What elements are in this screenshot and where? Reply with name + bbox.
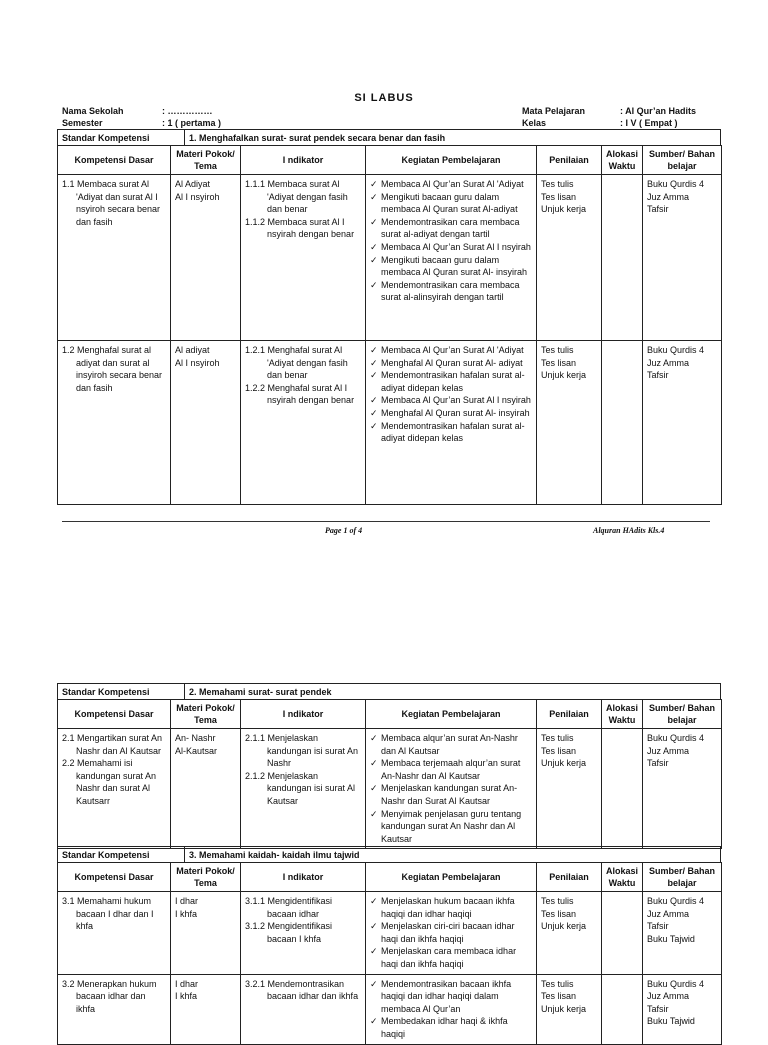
sumber-cell: Buku Qurdis 4 Juz Amma Tafsir — [643, 175, 722, 341]
sk-label: Standar Kompetensi — [58, 684, 185, 700]
header-materi: Materi Pokok/ Tema — [171, 700, 241, 729]
header-indikator: I ndikator — [241, 863, 366, 892]
penilaian-cell: Tes tulis Tes lisan Unjuk kerja — [537, 974, 602, 1044]
kd-cell: 3.1 Memahami hukum bacaan I dhar dan I khfa — [58, 892, 171, 975]
nama-sekolah-label: Nama Sekolah — [62, 106, 124, 116]
alokasi-cell — [602, 175, 643, 341]
syllabus-table-1 — [57, 145, 722, 505]
sk3-table — [57, 846, 721, 863]
sumber-cell: Buku Qurdis 4 Juz Amma Tafsir — [643, 341, 722, 505]
kegiatan-cell: ✓ Mendemontrasikan bacaan ikhfa haqiqi dan idhar haqiqi dalam membaca Al Qur’an ✓ Membedakan idhar haqi & ikhfa haqiqi — [366, 974, 537, 1044]
table-row — [58, 341, 722, 505]
footer-rule — [62, 521, 710, 522]
header-sumber: Sumber/ Bahan belajar — [643, 863, 722, 892]
kd-cell: 1.1 Membaca surat Al 'Adiyat dan surat Al I nsyiroh secara benar dan fasih — [58, 175, 171, 341]
document-title: SI LABUS — [354, 92, 414, 104]
table-row — [58, 974, 722, 1044]
penilaian-cell: Tes tulis Tes lisan Unjuk kerja — [537, 729, 602, 849]
footer-doc-name: Alquran HAdits Kls.4 — [593, 526, 665, 535]
alokasi-cell — [602, 892, 643, 975]
sk2-text: 2. Memahami surat- surat pendek — [185, 684, 721, 700]
header-materi: Materi Pokok/ Tema — [171, 863, 241, 892]
syllabus-table-2 — [57, 699, 722, 849]
table-row — [58, 175, 722, 341]
sumber-cell: Buku Qurdis 4 Juz Amma Tafsir — [643, 729, 722, 849]
table-row — [58, 892, 722, 975]
kegiatan-cell: ✓ Membaca Al Qur’an Surat Al 'Adiyat ✓ Mengikuti bacaan guru dalam membaca Al Quran surat Al-adiyat ✓ Mendemontrasikan cara membaca surat al-adiyat dengan tartil ✓ Membaca Al Qur’an Surat Al I nsyirah ✓ Mengikuti bacaan guru dalam membaca Al Quran surat Al- insyirah ✓ Mendemontrasikan cara membaca surat al-alinsyirah dengan tartil — [366, 175, 537, 341]
mapel-value: : Al Qur’an Hadits — [620, 106, 697, 116]
alokasi-cell — [602, 341, 643, 505]
semester-label: Semester — [62, 118, 103, 128]
semester-value: : 1 ( pertama ) — [162, 118, 222, 128]
page-number: Page 1 of 4 — [325, 526, 363, 535]
indikator-cell: 2.1.1 Menjelaskan kandungan isi surat An Nashr 2.1.2 Menjelaskan kandungan isi surat Al Kautsar — [241, 729, 366, 849]
indikator-cell: 1.2.1 Menghafal surat Al 'Adiyat dengan fasih dan benar 1.2.2 Menghafal surat Al I nsyirah dengan benar — [241, 341, 366, 505]
header-penilaian: Penilaian — [537, 700, 602, 729]
header-alokasi: Alokasi Waktu — [602, 863, 643, 892]
indikator-cell: 3.2.1 Mendemontrasikan bacaan idhar dan ikhfa — [241, 974, 366, 1044]
kd-cell: 1.2 Menghafal surat al adiyat dan surat al insyiroh secara benar dan fasih — [58, 341, 171, 505]
kegiatan-cell: ✓ Membaca alqur’an surat An-Nashr dan Al Kautsar ✓ Membaca terjemaah alqur’an surat An-Nashr dan Al Kautsar ✓ Menjelaskan kandungan surat An- Nashr dan Surat Al Kautsar ✓ Menyimak penjelasan guru tentang kandungan surat An Nashr dan Al Kautsar — [366, 729, 537, 849]
header-alokasi: Alokasi Waktu — [602, 146, 643, 175]
materi-cell: I dhar I khfa — [171, 892, 241, 975]
sk1-table — [57, 129, 721, 146]
header-kd: Kompetensi Dasar — [58, 146, 171, 175]
materi-cell: Al adiyat Al I nsyiroh — [171, 341, 241, 505]
penilaian-cell: Tes tulis Tes lisan Unjuk kerja — [537, 341, 602, 505]
kd-cell: 3.2 Menerapkan hukum bacaan idhar dan ikhfa — [58, 974, 171, 1044]
penilaian-cell: Tes tulis Tes lisan Unjuk kerja — [537, 892, 602, 975]
alokasi-cell — [602, 729, 643, 849]
sk-label: Standar Kompetensi — [58, 847, 185, 863]
indikator-cell: 3.1.1 Mengidentifikasi bacaan idhar 3.1.2 Mengidentifikasi bacaan I khfa — [241, 892, 366, 975]
kelas-label: Kelas — [522, 118, 547, 128]
materi-cell: Al Adiyat Al I nsyiroh — [171, 175, 241, 341]
nama-sekolah-value: : …………… — [162, 106, 213, 116]
sk-label: Standar Kompetensi — [58, 130, 185, 146]
header-kd: Kompetensi Dasar — [58, 863, 171, 892]
kegiatan-cell: ✓ Membaca Al Qur’an Surat Al 'Adiyat ✓ Menghafal Al Quran surat Al- adiyat ✓ Mendemontrasikan hafalan surat al-adiyat didepan kelas ✓ Membaca Al Qur’an Surat Al I nsyirah ✓ Menghafal Al Quran surat Al- insyirah ✓ Mendemontrasikan hafalan surat al-adiyat didepan kelas — [366, 341, 537, 505]
header-indikator: I ndikator — [241, 146, 366, 175]
header-kd: Kompetensi Dasar — [58, 700, 171, 729]
sk2-table — [57, 683, 721, 700]
sk3-text: 3. Memahami kaidah- kaidah ilmu tajwid — [185, 847, 721, 863]
penilaian-cell: Tes tulis Tes lisan Unjuk kerja — [537, 175, 602, 341]
header-kegiatan: Kegiatan Pembelajaran — [366, 700, 537, 729]
kegiatan-cell: ✓ Menjelaskan hukum bacaan ikhfa haqiqi dan idhar haqiqi ✓ Menjelaskan ciri-ciri bacaan idhar haqi dan ikhfa haqiqi ✓ Menjelaskan cara membaca idhar haqi dan ikhfa haqiqi — [366, 892, 537, 975]
header-sumber: Sumber/ Bahan belajar — [643, 146, 722, 175]
header-kegiatan: Kegiatan Pembelajaran — [366, 146, 537, 175]
materi-cell: I dhar I khfa — [171, 974, 241, 1044]
header-sumber: Sumber/ Bahan belajar — [643, 700, 722, 729]
header-penilaian: Penilaian — [537, 863, 602, 892]
kd-cell: 2.1 Mengartikan surat An Nashr dan Al Kautsar 2.2 Memahami isi kandungan surat An Nashr dan surat Al Kautsarr — [58, 729, 171, 849]
header-materi: Materi Pokok/ Tema — [171, 146, 241, 175]
table-row — [58, 729, 722, 849]
sk1-text: 1. Menghafalkan surat- surat pendek secara benar dan fasih — [185, 130, 721, 146]
indikator-cell: 1.1.1 Membaca surat Al 'Adiyat dengan fasih dan benar 1.1.2 Membaca surat Al I nsyirah dengan benar — [241, 175, 366, 341]
header-alokasi: Alokasi Waktu — [602, 700, 643, 729]
alokasi-cell — [602, 974, 643, 1044]
sumber-cell: Buku Qurdis 4 Juz Amma Tafsir Buku Tajwid — [643, 892, 722, 975]
sumber-cell: Buku Qurdis 4 Juz Amma Tafsir Buku Tajwid — [643, 974, 722, 1044]
kelas-value: : I V ( Empat ) — [620, 118, 678, 128]
header-kegiatan: Kegiatan Pembelajaran — [366, 863, 537, 892]
materi-cell: An- Nashr Al-Kautsar — [171, 729, 241, 849]
mapel-label: Mata Pelajaran — [522, 106, 586, 116]
header-penilaian: Penilaian — [537, 146, 602, 175]
header-indikator: I ndikator — [241, 700, 366, 729]
syllabus-table-3 — [57, 862, 722, 1045]
